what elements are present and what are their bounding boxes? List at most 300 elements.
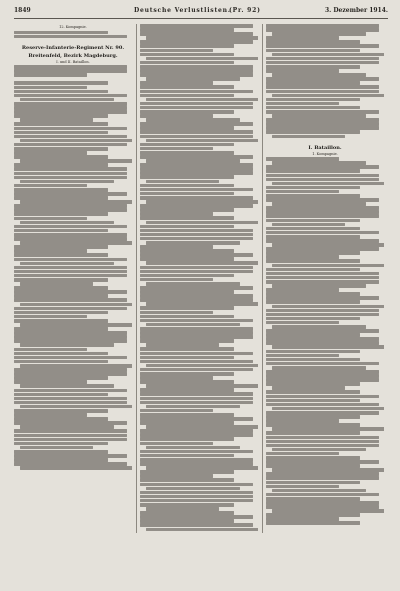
text-line xyxy=(140,65,253,69)
text-line xyxy=(140,192,234,196)
text-line xyxy=(14,290,127,294)
text-line xyxy=(14,131,108,135)
text-line xyxy=(146,241,240,245)
text-line xyxy=(14,245,108,249)
text-line xyxy=(266,501,379,505)
text-line xyxy=(266,219,360,223)
text-line xyxy=(14,442,108,446)
text-line xyxy=(146,118,240,122)
text-line xyxy=(20,343,114,347)
text-line xyxy=(272,135,345,139)
text-line xyxy=(140,32,253,36)
text-line xyxy=(20,262,114,266)
text-line xyxy=(266,85,379,89)
issue-date: 3. Dezember 1914. xyxy=(325,7,388,14)
text-line xyxy=(140,290,234,294)
text-line xyxy=(140,315,234,319)
text-line xyxy=(140,216,234,220)
text-line xyxy=(146,466,258,470)
text-line xyxy=(266,98,360,102)
text-line xyxy=(146,159,240,163)
text-line xyxy=(140,196,253,200)
text-line xyxy=(140,151,234,155)
text-line xyxy=(266,255,339,259)
text-line xyxy=(14,389,127,393)
text-line xyxy=(266,521,360,525)
text-line xyxy=(14,135,127,139)
text-line xyxy=(20,405,132,409)
text-line xyxy=(266,239,379,243)
text-line xyxy=(266,464,360,468)
text-line xyxy=(266,227,360,231)
text-line xyxy=(146,261,258,265)
text-line xyxy=(140,392,253,396)
text-line xyxy=(140,237,253,241)
text-line xyxy=(14,429,127,433)
text-line xyxy=(14,311,108,315)
text-line xyxy=(266,157,339,161)
text-line xyxy=(140,356,234,360)
text-line xyxy=(146,405,240,409)
text-line xyxy=(140,294,253,298)
text-line xyxy=(140,229,253,233)
text-line xyxy=(266,403,379,407)
text-line xyxy=(140,175,234,179)
text-line xyxy=(272,448,366,452)
text-line xyxy=(146,364,258,368)
text-line xyxy=(266,493,379,497)
text-line xyxy=(140,327,253,331)
text-line xyxy=(140,450,253,454)
text-line xyxy=(272,32,366,36)
text-line xyxy=(266,288,339,292)
text-line xyxy=(146,323,240,327)
text-line xyxy=(14,172,127,176)
text-line xyxy=(140,372,234,376)
text-line xyxy=(140,511,234,515)
text-line xyxy=(140,331,253,335)
text-line xyxy=(14,360,108,364)
text-line xyxy=(266,460,379,464)
column-separator xyxy=(262,24,263,533)
column-separator xyxy=(136,24,137,533)
text-line xyxy=(14,454,127,458)
text-line xyxy=(266,362,379,366)
text-line xyxy=(266,122,379,126)
page-number: 1849 xyxy=(14,7,31,14)
text-line xyxy=(266,259,360,263)
text-line xyxy=(140,495,253,499)
text-line xyxy=(14,356,127,360)
regiment-heading: Reserve-Infanterie-Regiment Nr. 90. xyxy=(21,44,125,51)
text-line xyxy=(20,303,132,307)
text-line xyxy=(140,81,213,85)
text-line xyxy=(266,36,339,40)
text-line xyxy=(14,421,127,425)
text-line xyxy=(20,139,132,143)
text-line xyxy=(14,319,108,323)
text-line xyxy=(266,440,379,444)
text-line xyxy=(140,126,234,130)
column-middle xyxy=(140,24,258,533)
text-line xyxy=(266,354,339,358)
text-line xyxy=(140,437,234,441)
text-line xyxy=(140,454,234,458)
text-line xyxy=(146,425,258,429)
text-line xyxy=(266,165,379,169)
text-line xyxy=(14,286,108,290)
text-line xyxy=(266,126,379,130)
text-line xyxy=(266,358,360,362)
text-line xyxy=(272,386,345,390)
text-line xyxy=(140,462,253,466)
text-line xyxy=(140,163,253,167)
text-line xyxy=(266,77,379,81)
text-line xyxy=(14,434,127,438)
text-line xyxy=(266,198,379,202)
text-line xyxy=(14,106,127,110)
text-line xyxy=(14,188,108,192)
text-line xyxy=(140,429,253,433)
text-line xyxy=(266,268,360,272)
text-line xyxy=(146,446,240,450)
text-line xyxy=(140,225,234,229)
text-line xyxy=(14,151,87,155)
text-line xyxy=(266,382,360,386)
text-line xyxy=(14,229,108,233)
text-line xyxy=(14,94,127,98)
text-line xyxy=(266,24,379,28)
text-line xyxy=(266,517,339,521)
text-line xyxy=(140,306,234,310)
text-line xyxy=(20,221,114,225)
text-line xyxy=(14,458,108,462)
text-line xyxy=(266,411,379,415)
text-line xyxy=(266,390,360,394)
text-line xyxy=(266,497,360,501)
text-line xyxy=(266,370,379,374)
text-line xyxy=(14,143,127,147)
text-line xyxy=(140,376,213,380)
text-line xyxy=(266,415,360,419)
text-line xyxy=(272,427,384,431)
text-line xyxy=(140,85,234,89)
text-line xyxy=(266,333,360,337)
text-line xyxy=(266,337,379,341)
text-line xyxy=(140,245,213,249)
text-line xyxy=(140,499,253,503)
text-line xyxy=(140,94,234,98)
text-line xyxy=(140,339,234,343)
text-line xyxy=(272,345,384,349)
text-line xyxy=(140,69,253,73)
text-line xyxy=(266,456,360,460)
text-line xyxy=(14,73,87,77)
text-line xyxy=(266,206,379,210)
text-line xyxy=(14,217,87,221)
text-line xyxy=(14,327,108,331)
text-line xyxy=(140,433,253,437)
text-line xyxy=(140,347,234,351)
text-line xyxy=(14,35,127,39)
text-line xyxy=(266,296,379,300)
text-line xyxy=(272,223,345,227)
casualty-list xyxy=(266,24,384,138)
text-line xyxy=(14,335,127,339)
text-line xyxy=(14,233,127,237)
text-line xyxy=(14,401,127,405)
text-line xyxy=(14,90,108,94)
text-line xyxy=(14,397,127,401)
text-line xyxy=(146,384,258,388)
text-line xyxy=(266,190,339,194)
text-line xyxy=(140,122,253,126)
text-line xyxy=(146,343,219,347)
text-line xyxy=(266,313,379,317)
text-line xyxy=(272,325,366,329)
text-line xyxy=(140,523,253,527)
text-line xyxy=(266,476,379,480)
text-line xyxy=(272,366,366,370)
text-line xyxy=(140,167,253,171)
text-line xyxy=(14,307,127,311)
text-line xyxy=(140,491,253,495)
text-line xyxy=(272,182,384,186)
text-line xyxy=(140,483,253,487)
text-line xyxy=(266,431,360,435)
text-line xyxy=(20,98,114,102)
text-line xyxy=(20,466,132,470)
text-line xyxy=(266,106,360,110)
text-line xyxy=(140,106,253,110)
text-line xyxy=(14,127,127,131)
issue-number: (Pr. 92) xyxy=(229,7,261,14)
text-line xyxy=(140,184,234,188)
text-line xyxy=(14,208,127,212)
text-line xyxy=(140,409,213,413)
text-line xyxy=(14,122,108,126)
text-line xyxy=(266,423,360,427)
text-line xyxy=(146,528,258,532)
text-line xyxy=(266,110,379,114)
text-line xyxy=(146,77,240,81)
text-line xyxy=(146,98,258,102)
text-line xyxy=(266,65,360,69)
text-line xyxy=(14,274,127,278)
text-line xyxy=(266,251,360,255)
text-line xyxy=(266,399,360,403)
text-line xyxy=(272,407,384,411)
casualty-list xyxy=(266,157,384,525)
text-line xyxy=(146,487,240,491)
text-line xyxy=(266,276,379,280)
text-line xyxy=(140,40,253,44)
text-line xyxy=(266,40,360,44)
text-line xyxy=(140,233,253,237)
text-line xyxy=(14,348,87,352)
text-line xyxy=(272,468,384,472)
text-line xyxy=(14,176,127,180)
text-line xyxy=(20,323,132,327)
text-line xyxy=(272,264,384,268)
text-line xyxy=(266,69,339,73)
text-line xyxy=(146,36,258,40)
text-line xyxy=(14,184,87,188)
text-line xyxy=(14,462,127,466)
regiment-location: Breitenfeld, Bezirk Magdeburg. xyxy=(28,52,118,59)
text-line xyxy=(14,102,127,106)
text-line xyxy=(266,194,360,198)
text-line xyxy=(140,102,253,106)
text-line xyxy=(20,384,114,388)
text-line xyxy=(140,208,234,212)
text-line xyxy=(14,368,127,372)
text-line xyxy=(140,61,234,65)
text-line xyxy=(20,159,132,163)
text-line xyxy=(14,225,127,229)
text-line xyxy=(140,474,213,478)
text-line xyxy=(14,413,87,417)
text-line xyxy=(140,380,234,384)
text-line xyxy=(266,280,379,284)
text-line xyxy=(266,210,379,214)
text-line xyxy=(266,321,339,325)
text-line xyxy=(266,300,360,304)
text-line xyxy=(140,130,253,134)
column-left xyxy=(14,24,132,533)
text-line xyxy=(272,161,366,165)
text-line xyxy=(266,436,379,440)
text-line xyxy=(266,44,379,48)
text-line xyxy=(272,53,384,57)
text-line xyxy=(140,368,253,372)
text-line xyxy=(14,450,108,454)
header-rule xyxy=(14,18,388,19)
text-line xyxy=(272,489,366,493)
text-line xyxy=(14,163,108,167)
text-line xyxy=(140,352,253,356)
text-line xyxy=(14,438,127,442)
text-line xyxy=(140,24,253,28)
text-line xyxy=(266,90,379,94)
text-line xyxy=(14,204,127,208)
text-line xyxy=(140,397,253,401)
text-line xyxy=(266,317,360,321)
text-line xyxy=(140,278,213,282)
text-line xyxy=(140,49,213,53)
text-line xyxy=(14,372,127,376)
text-line xyxy=(272,243,384,247)
text-line xyxy=(140,478,234,482)
text-line xyxy=(266,350,360,354)
text-line xyxy=(14,253,108,257)
text-line xyxy=(140,335,253,339)
text-line xyxy=(140,442,213,446)
text-line xyxy=(140,421,234,425)
page-header xyxy=(14,5,388,17)
section-heading: 12. Kompagnie. xyxy=(59,25,87,29)
text-line xyxy=(14,212,108,216)
text-line xyxy=(14,69,127,73)
text-line xyxy=(272,202,366,206)
text-line xyxy=(146,200,258,204)
text-line xyxy=(14,167,127,171)
text-line xyxy=(140,515,253,519)
text-line xyxy=(266,309,379,313)
text-line xyxy=(14,315,87,319)
text-line xyxy=(140,114,213,118)
text-line xyxy=(140,155,253,159)
text-line xyxy=(140,519,234,523)
text-line xyxy=(140,270,253,274)
text-line xyxy=(266,118,379,122)
text-line xyxy=(266,485,339,489)
text-line xyxy=(140,503,234,507)
text-line xyxy=(266,186,360,190)
text-line xyxy=(272,284,366,288)
text-line xyxy=(266,419,339,423)
text-line xyxy=(140,388,234,392)
text-line xyxy=(140,28,234,32)
text-line xyxy=(266,513,360,517)
text-line xyxy=(266,231,379,235)
text-line xyxy=(146,180,219,184)
text-line xyxy=(272,305,384,309)
text-line xyxy=(140,90,253,94)
text-line xyxy=(20,200,132,204)
text-line xyxy=(266,395,379,399)
text-line xyxy=(146,282,240,286)
text-line xyxy=(140,470,234,474)
text-line xyxy=(266,169,360,173)
text-line xyxy=(266,214,379,218)
text-line xyxy=(140,311,213,315)
text-line xyxy=(14,81,108,85)
text-line xyxy=(266,374,379,378)
text-line xyxy=(140,204,253,208)
text-line xyxy=(140,188,253,192)
page-title: Deutsche Verlustlisten. xyxy=(134,7,231,14)
text-line xyxy=(140,44,234,48)
text-line xyxy=(266,452,339,456)
company-heading: 1. Kompagnie. xyxy=(312,151,338,156)
text-line xyxy=(14,249,87,253)
casualty-list xyxy=(140,24,258,531)
text-line xyxy=(20,118,93,122)
text-line xyxy=(140,212,213,216)
text-line xyxy=(266,61,379,65)
text-line xyxy=(14,31,108,35)
text-line xyxy=(14,393,108,397)
text-line xyxy=(14,331,127,335)
text-line xyxy=(266,57,379,61)
text-line xyxy=(146,139,258,143)
text-line xyxy=(266,247,379,251)
text-line xyxy=(20,282,93,286)
text-line xyxy=(140,413,234,417)
text-line xyxy=(140,274,234,278)
text-line xyxy=(146,302,258,306)
text-line xyxy=(140,143,234,147)
text-line xyxy=(140,417,253,421)
text-line xyxy=(14,192,127,196)
text-line xyxy=(140,147,213,151)
text-line xyxy=(20,364,132,368)
text-line xyxy=(14,86,87,90)
text-line xyxy=(14,294,108,298)
text-line xyxy=(14,147,108,151)
text-line xyxy=(266,329,379,333)
